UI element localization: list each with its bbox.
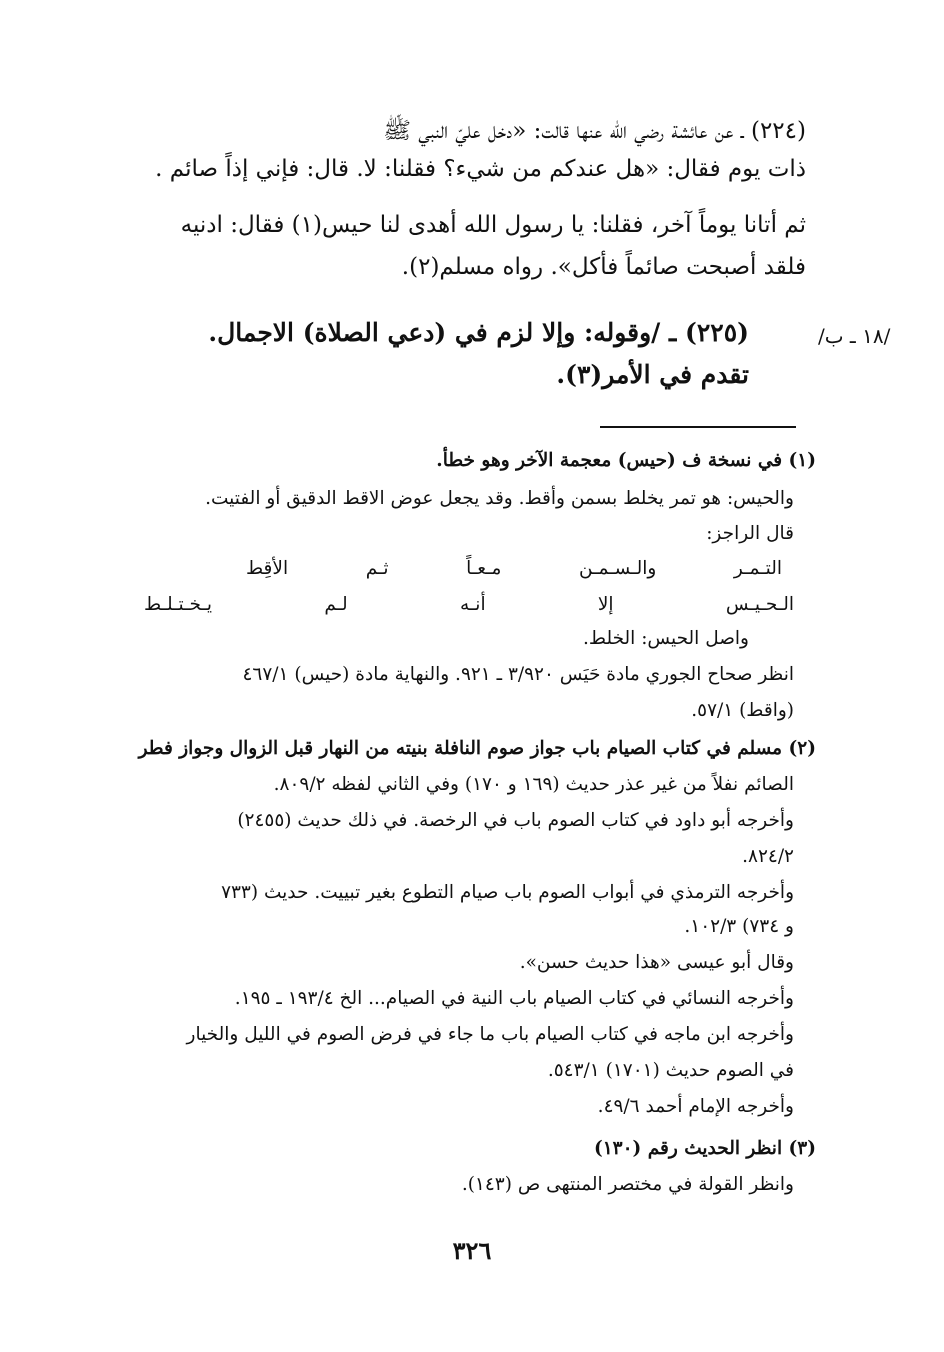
footnote-2-line-4: ٨٢٤/٢. (742, 846, 794, 867)
poem-verse-2 (144, 594, 794, 615)
footnote-2-line-3: وأخرجه أبو داود في كتاب الصوم باب في الرخصة. في ذلك حديث (٢٤٥٥) (237, 810, 794, 831)
hadith-224-line-3: ثم أتانا يوماً آخر، فقلنا: يا رسول الله أهدى لنا حيس(١) فقال: ادنيه (180, 212, 806, 238)
footnote-1-line-6: (واقط) ٥٧/١. (691, 700, 794, 721)
manuscript-folio-marker: /١٨ ـ ب/ (818, 324, 891, 348)
footnote-2-line-5: وأخرجه الترمذي في أبواب الصوم باب صيام التطوع بغير تبييت. حديث (٧٣٣ (221, 882, 794, 903)
poem-word: الـحـيـس (725, 594, 794, 615)
footnote-2-line-7: وقال أبو عيسى «هذا حديث حسن». (519, 952, 794, 973)
poem-word: التـمـر (733, 558, 782, 579)
footnote-1-line-3: قال الراجز: (706, 523, 794, 544)
poem-word: أنـه (459, 594, 486, 615)
section-225-subline: تقدم في الأمر(٣). (556, 360, 749, 389)
hadith-224-line-1: (٢٢٤) ـ عن عائشة رضي الله عنها قالت: «دخل عليّ النبي ﷺ (383, 118, 806, 144)
poem-word: ثـم (365, 558, 389, 579)
poem-word: إلا (597, 594, 614, 615)
poem-verse-1 (246, 558, 782, 579)
footnote-1-line-4: واصل الحيس: الخلط. (583, 628, 749, 649)
poem-word: الأقِط (246, 558, 289, 579)
footnote-separator (600, 426, 796, 428)
footnote-1-line-1: (١) في نسخة ف (حيس) معجمة الآخر وهو خطأ. (436, 450, 816, 471)
section-225-heading: (٢٢٥) ـ /وقوله: وإلا لزم في (دعي الصلاة) الاجمال. (208, 318, 749, 347)
footnote-3-line-1: (٣) انظر الحديث رقم (١٣٠) (593, 1138, 816, 1159)
footnote-2-line-9: وأخرجه ابن ماجه في كتاب الصيام باب ما جاء في فرض الصوم في الليل والخيار (186, 1024, 794, 1045)
footnote-2-line-6: و ٧٣٤) ١٠٢/٣. (684, 916, 794, 937)
hadith-224-line-4: فلقد أصبحت صائماً فأكل». رواه مسلم(٢). (401, 254, 806, 280)
poem-word: والـسـمـن (579, 558, 657, 579)
footnote-1-line-2: والحيس: هو تمر يخلط بسمن وأقط. وقد يجعل عوض الاقط الدقيق أو الفتيت. (205, 488, 794, 509)
footnote-2-line-1: (٢) مسلم في كتاب الصيام باب جواز صوم النافلة بنيته من النهار قبل الزوال وجواز فطر (138, 738, 816, 759)
footnote-1-line-5: انظر صحاح الجوري مادة حَيَس ٣/٩٢٠ ـ ٩٢١. والنهاية مادة (حيس) ٤٦٧/١ (242, 664, 794, 685)
page-number: ٣٢٦ (452, 1236, 492, 1265)
footnote-3-line-2: وانظر القولة في مختصر المنتهى ص (١٤٣). (461, 1174, 794, 1195)
poem-word: مـعـاً (466, 558, 502, 579)
poem-word: يـخـتـلـط (144, 594, 213, 615)
hadith-224-line-2: ذات يوم فقال: «هل عندكم من شيء؟ فقلنا: لا. قال: فإني إذاً صائم . (155, 156, 806, 182)
poem-word: لـم (324, 594, 348, 615)
footnote-2-line-11: وأخرجه الإمام أحمد ٤٩/٦. (597, 1096, 794, 1117)
footnote-2-line-2: الصائم نفلاً من غير عذر حديث (١٦٩ و ١٧٠) وفي الثاني لفظه ٨٠٩/٢. (273, 774, 794, 795)
footnote-2-line-8: وأخرجه النسائي في كتاب الصيام باب النية في الصيام... الخ ١٩٣/٤ ـ ١٩٥. (234, 988, 794, 1009)
footnote-2-line-10: في الصوم حديث (١٧٠١) ٥٤٣/١. (547, 1060, 794, 1081)
